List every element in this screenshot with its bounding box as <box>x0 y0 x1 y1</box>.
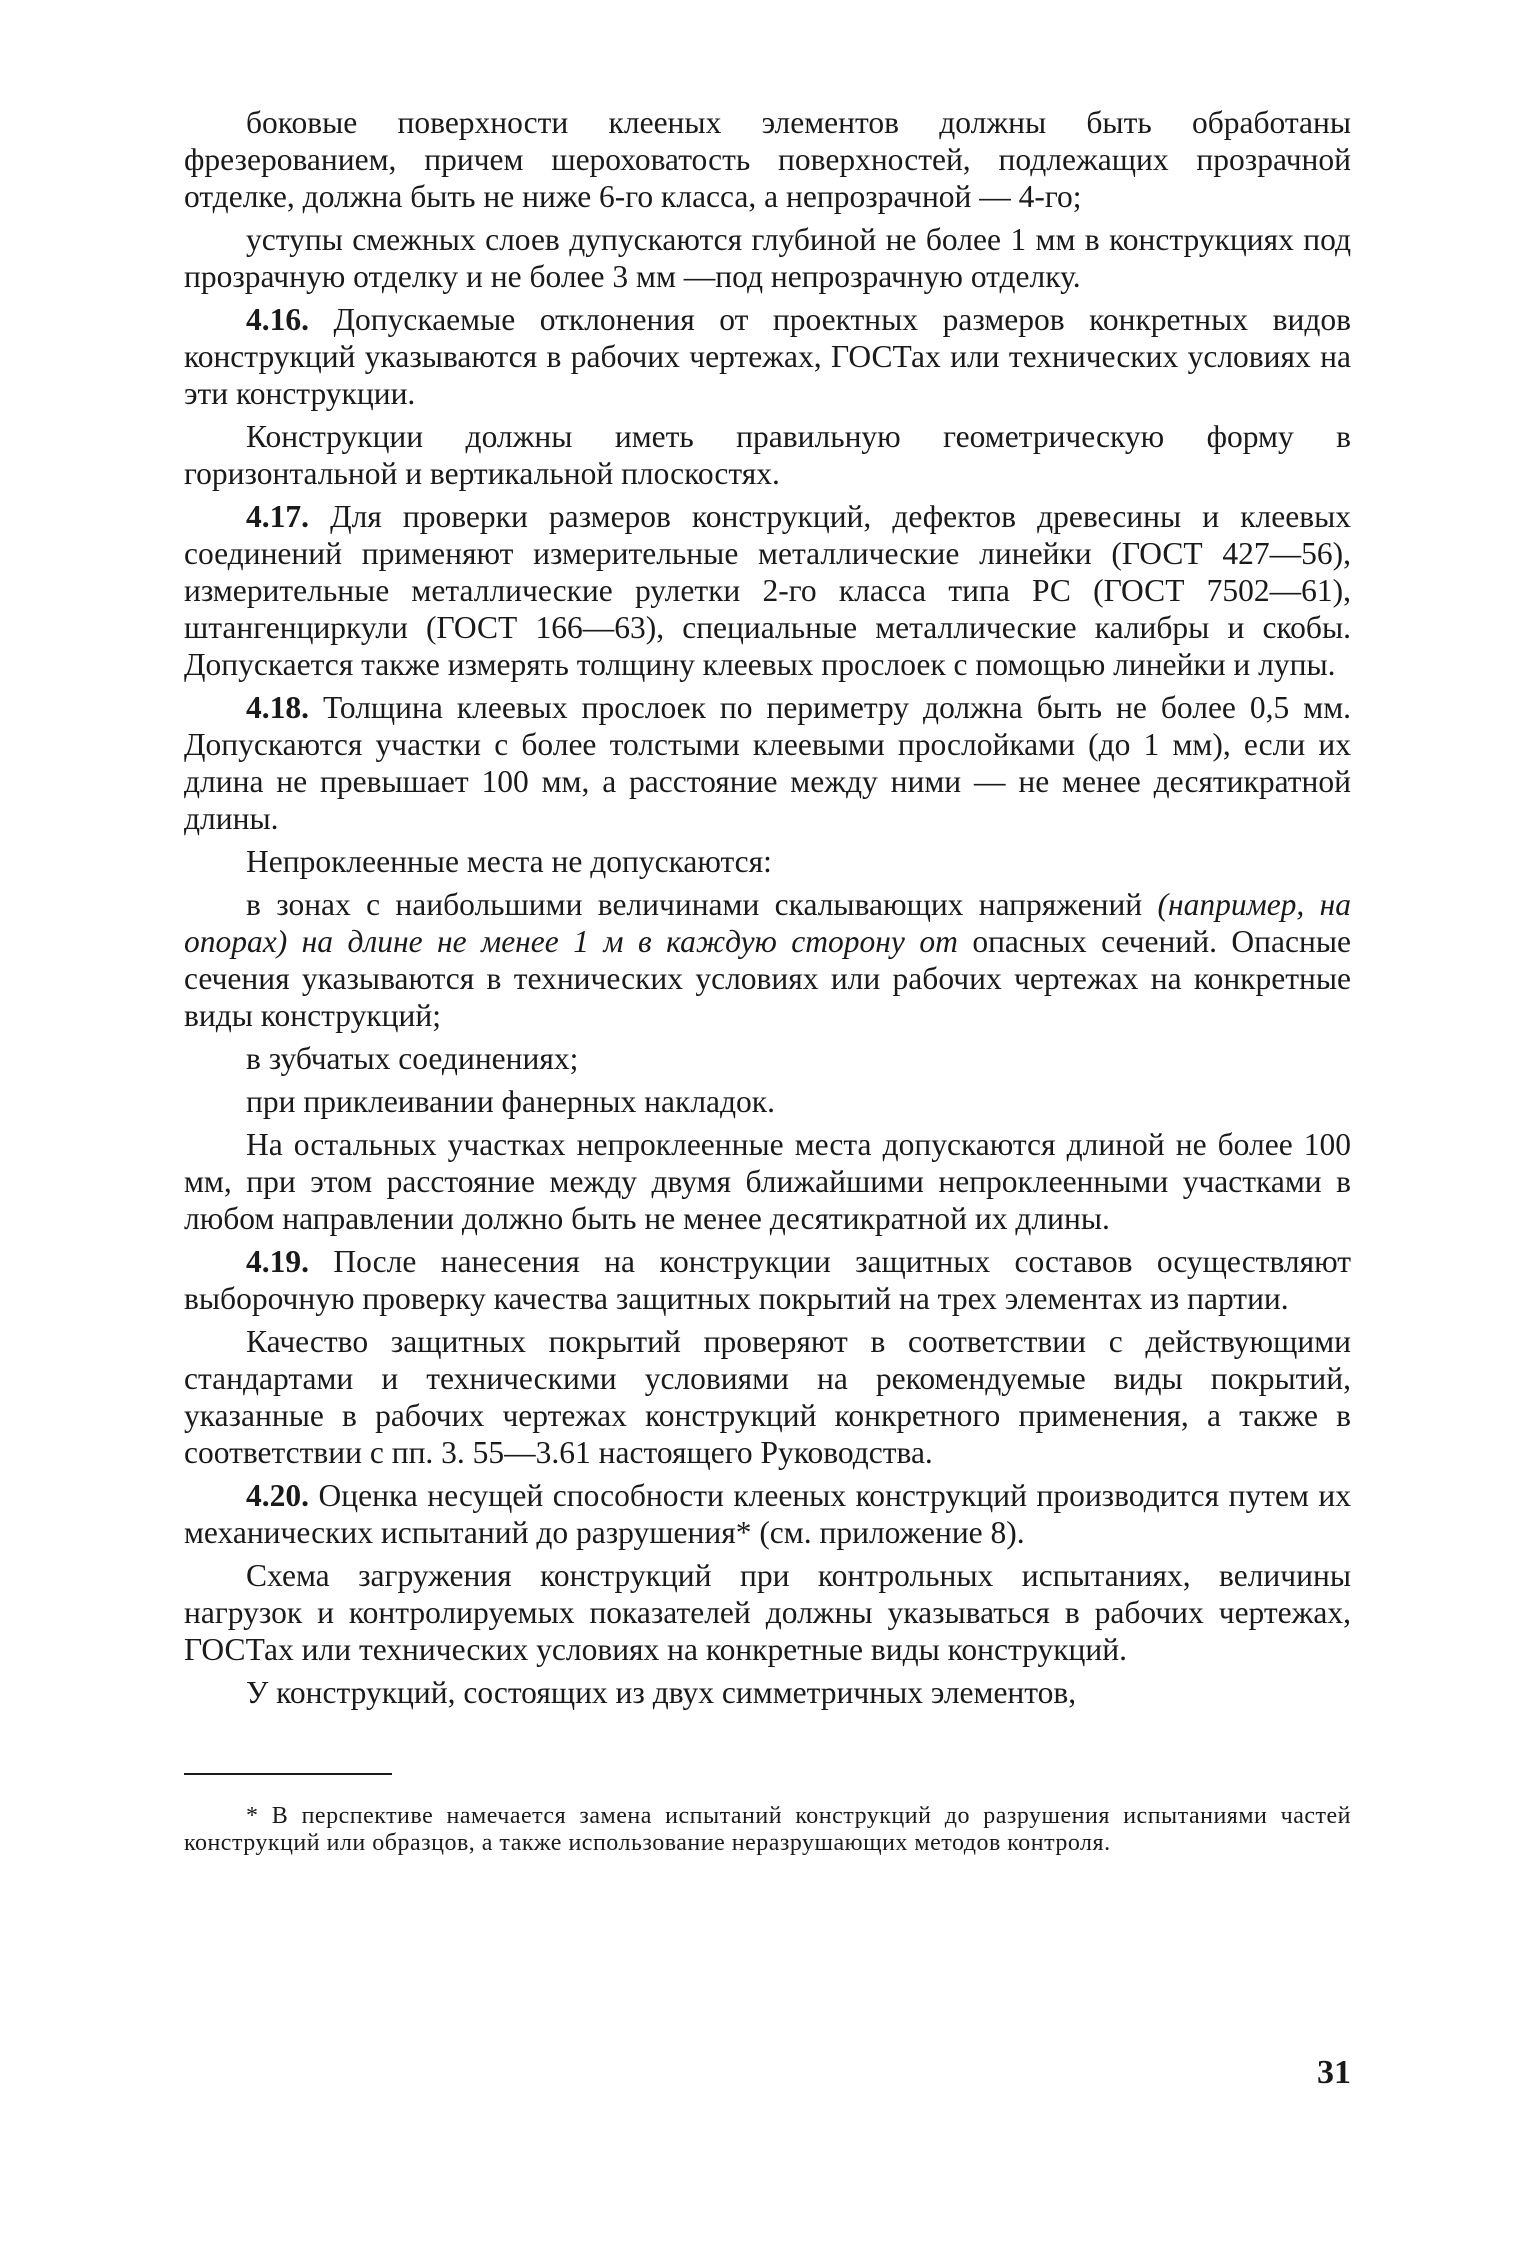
text-segment: в зонах с наибольшими величинами скалывающих напряжений <box>246 887 1158 922</box>
clause-text: Оценка несущей способности клееных конструкций производится путем их механических испытаний до разрушения* (см. приложение 8). <box>184 1478 1351 1550</box>
clause-number: 4.19. <box>246 1244 309 1279</box>
paragraph-other-areas: На остальных участках непроклеенные места допускаются длиной не более 100 мм, при этом расстояние между двумя ближайшими непроклеенными участками в любом направлении должно быть не менее десятикратной их длины. <box>184 1127 1351 1236</box>
clause-text: Толщина клеевых прослоек по периметру должна быть не более 0,5 мм. Допускаются участки с более толстыми клеевыми прослойками (до 1 мм), если их длина не превышает 100 мм, а расстояние между ними — не менее десятикратной длины. <box>184 690 1351 836</box>
clause-text: Допускаемые отклонения от проектных размеров конкретных видов конструкций указываются в рабочих чертежах, ГОСТах или технических условиях на эти конструкции. <box>184 302 1351 411</box>
paragraph-shear-zones <box>184 886 1351 1034</box>
paragraph-finger-joints: в зубчатых соединениях; <box>246 1041 579 1076</box>
clause-number: 4.20. <box>246 1478 309 1513</box>
paragraph-symmetric-elements: У конструкций, состоящих из двух симметричных элементов, <box>246 1675 1077 1710</box>
clause-4-17 <box>184 498 1351 683</box>
text-segment: опасных сечений. Опасные сечения указываются в технических условиях или рабочих чертежах на конкретные виды конструкций; <box>184 924 1351 1033</box>
body-text <box>184 104 1351 1711</box>
paragraph-layer-steps: уступы смежных слоев дупускаются глубиной не более 1 мм в конструкциях под прозрачную отделку и не более 3 мм —под непрозрачную отделку. <box>184 222 1351 294</box>
paragraph-geometry: Конструкции должны иметь правильную геометрическую форму в горизонтальной и вертикальной плоскостях. <box>184 419 1351 491</box>
clause-number: 4.16. <box>246 302 309 337</box>
paragraph-unglued-intro: Непроклеенные места не допускаются: <box>246 844 772 879</box>
footnote-divider <box>184 1773 392 1775</box>
clause-4-16 <box>184 301 1351 412</box>
paragraph-plywood-overlays: при приклеивании фанерных накладок. <box>246 1084 775 1119</box>
clause-text: Для проверки размеров конструкций, дефектов древесины и клеевых соединений применяют измерительные металлические линейки (ГОСТ 427—56), измерительные металлические рулетки 2-го класса типа РС (ГОСТ 7502—61), штангенциркули (ГОСТ 166—63), специальные металлические калибры и скобы. Допускается также измерять толщину клеевых прослоек с помощью линейки и лупы. <box>184 499 1351 682</box>
clause-number: 4.17. <box>246 499 309 534</box>
italic-segment: (например, на опорах) на длине не менее 1 м в каждую сторону от <box>184 887 1352 959</box>
paragraph-surface-finish: боковые поверхности клееных элементов должны быть обработаны фрезерованием, причем шероховатость поверхностей, подлежащих прозрачной отделке, должна быть не ниже 6-го класса, а непрозрачной — 4-го; <box>184 105 1351 214</box>
paragraph-loading-scheme: Схема загружения конструкций при контрольных испытаниях, величины нагрузок и контролируемых показателей должны указываться в рабочих чертежах, ГОСТах или технических условиях на конкретные виды конструкций. <box>184 1558 1351 1667</box>
page-number: 31 <box>1317 2054 1351 2091</box>
clause-4-20 <box>184 1477 1351 1551</box>
clause-4-18 <box>184 689 1351 837</box>
clause-4-19 <box>184 1243 1351 1317</box>
clause-number: 4.18. <box>246 690 309 725</box>
clause-text: После нанесения на конструкции защитных составов осуществляют выборочную проверку качества защитных покрытий на трех элементах из партии. <box>184 1244 1351 1316</box>
footnote: * В перспективе намечается замена испытаний конструкций до разрушения испытаниями частей конструкций или образцов, а также использование неразрушающих методов контроля. <box>184 1803 1351 1856</box>
paragraph-coating-quality: Качество защитных покрытий проверяют в соответствии с действующими стандартами и техническими условиями на рекомендуемые виды покрытий, указанные в рабочих чертежах конструкций конкретного применения, а также в соответствии с пп. 3. 55—3.61 настоящего Руководства. <box>184 1324 1351 1470</box>
